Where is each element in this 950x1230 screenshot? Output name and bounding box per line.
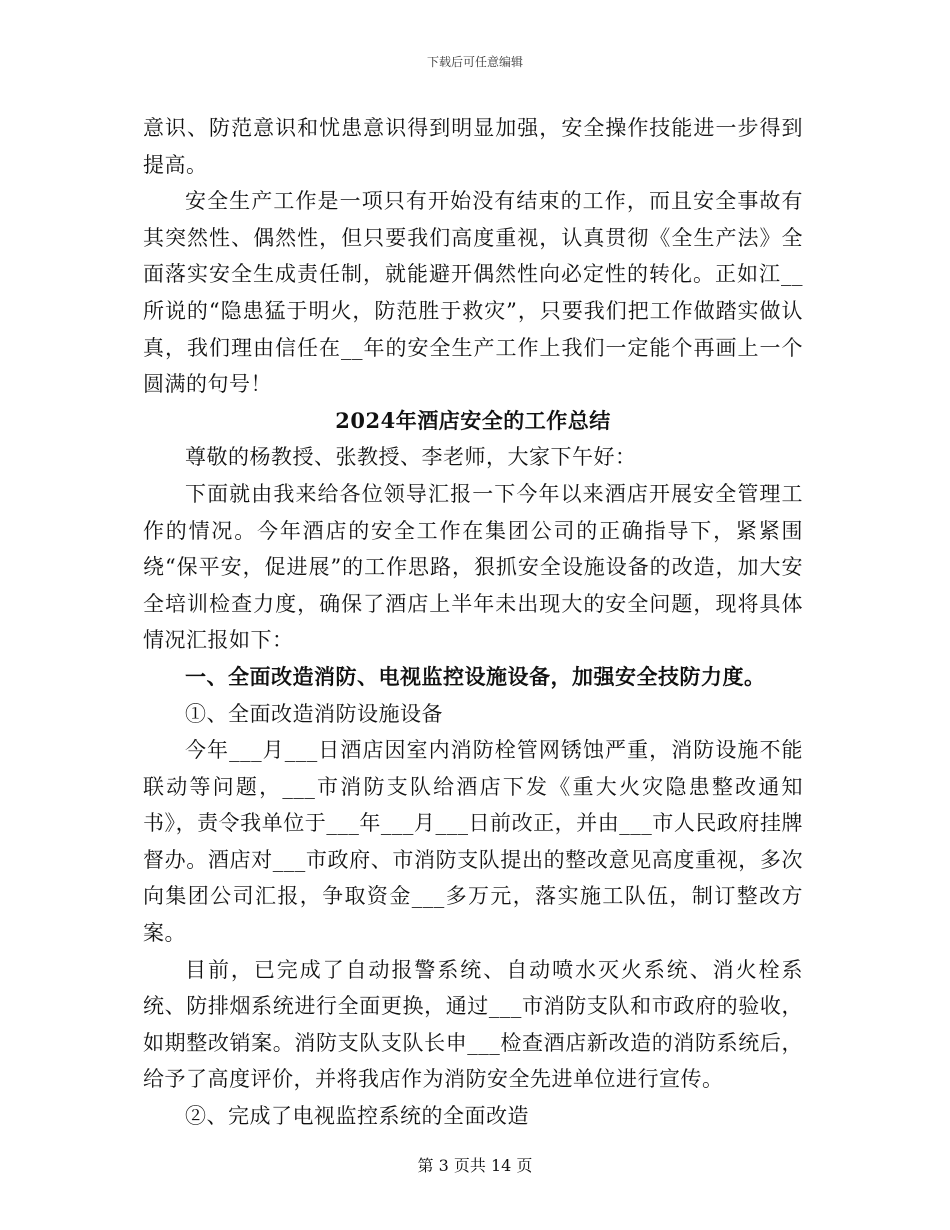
section-heading-1: 一、全面改造消防、电视监控设施设备，加强安全技防力度。: [185, 663, 766, 689]
document-body: [143, 110, 803, 1135]
page-number: 第 3 页共 14 页: [417, 1156, 533, 1175]
subheading-cctv: ②、完成了电视监控系统的全面改造: [185, 1104, 529, 1129]
paragraph-intro-report: 下面就由我来给各位领导汇报一下今年以来酒店开展安全管理工作的情况。今年酒店的安全工作在集团公司的正确指导下，紧紧围绕“保平安，促进展”的工作思路，狠抓安全设施设备的改造，加大安全培训检查力度，确保了酒店上半年未出现大的安全问题，现将具体情况汇报如下：: [143, 481, 803, 653]
paragraph-fire-completion: 目前，已完成了自动报警系统、自动喷水灭火系统、消火栓系统、防排烟系统进行全面更换，通过___市消防支队和市政府的验收，如期整改销案。消防支队支队长申___检查酒店新改造的消防系统后，给予了高度评价，并将我店作为消防安全先进单位进行宣传。: [143, 957, 803, 1092]
greeting: 尊敬的杨教授、张教授、李老师，大家下午好：: [185, 445, 637, 470]
document-title: 2024年酒店安全的工作总结: [335, 407, 611, 433]
paragraph-continuation: 意识、防范意识和忧患意识得到明显加强，安全操作技能进一步得到提高。: [143, 116, 803, 177]
subheading-fire-facilities: ①、全面改造消防设施设备: [185, 701, 443, 726]
paragraph-safety-work: 安全生产工作是一项只有开始没有结束的工作，而且安全事故有其突然性、偶然性，但只要我们高度重视，认真贯彻《全生产法》全面落实安全生成责任制，就能避开偶然性向必定性的转化。正如江__所说的“隐患猛于明火，防范胜于救灾”，只要我们把工作做踏实做认真，我们理由信任在__年的安全生产工作上我们一定能个再画上一个圆满的句号！: [143, 189, 803, 397]
page-header: 下载后可任意编辑: [426, 55, 523, 69]
paragraph-fire-rectification: 今年___月___日酒店因室内消防栓管网锈蚀严重，消防设施不能联动等问题，___市消防支队给酒店下发《重大火灾隐患整改通知书》，责令我单位于___年___月___日前改正，并由___市人民政府挂牌督办。酒店对___市政府、市消防支队提出的整改意见高度重视，多次向集团公司汇报，争取资金___多万元，落实施工队伍，制订整改方案。: [143, 738, 803, 946]
